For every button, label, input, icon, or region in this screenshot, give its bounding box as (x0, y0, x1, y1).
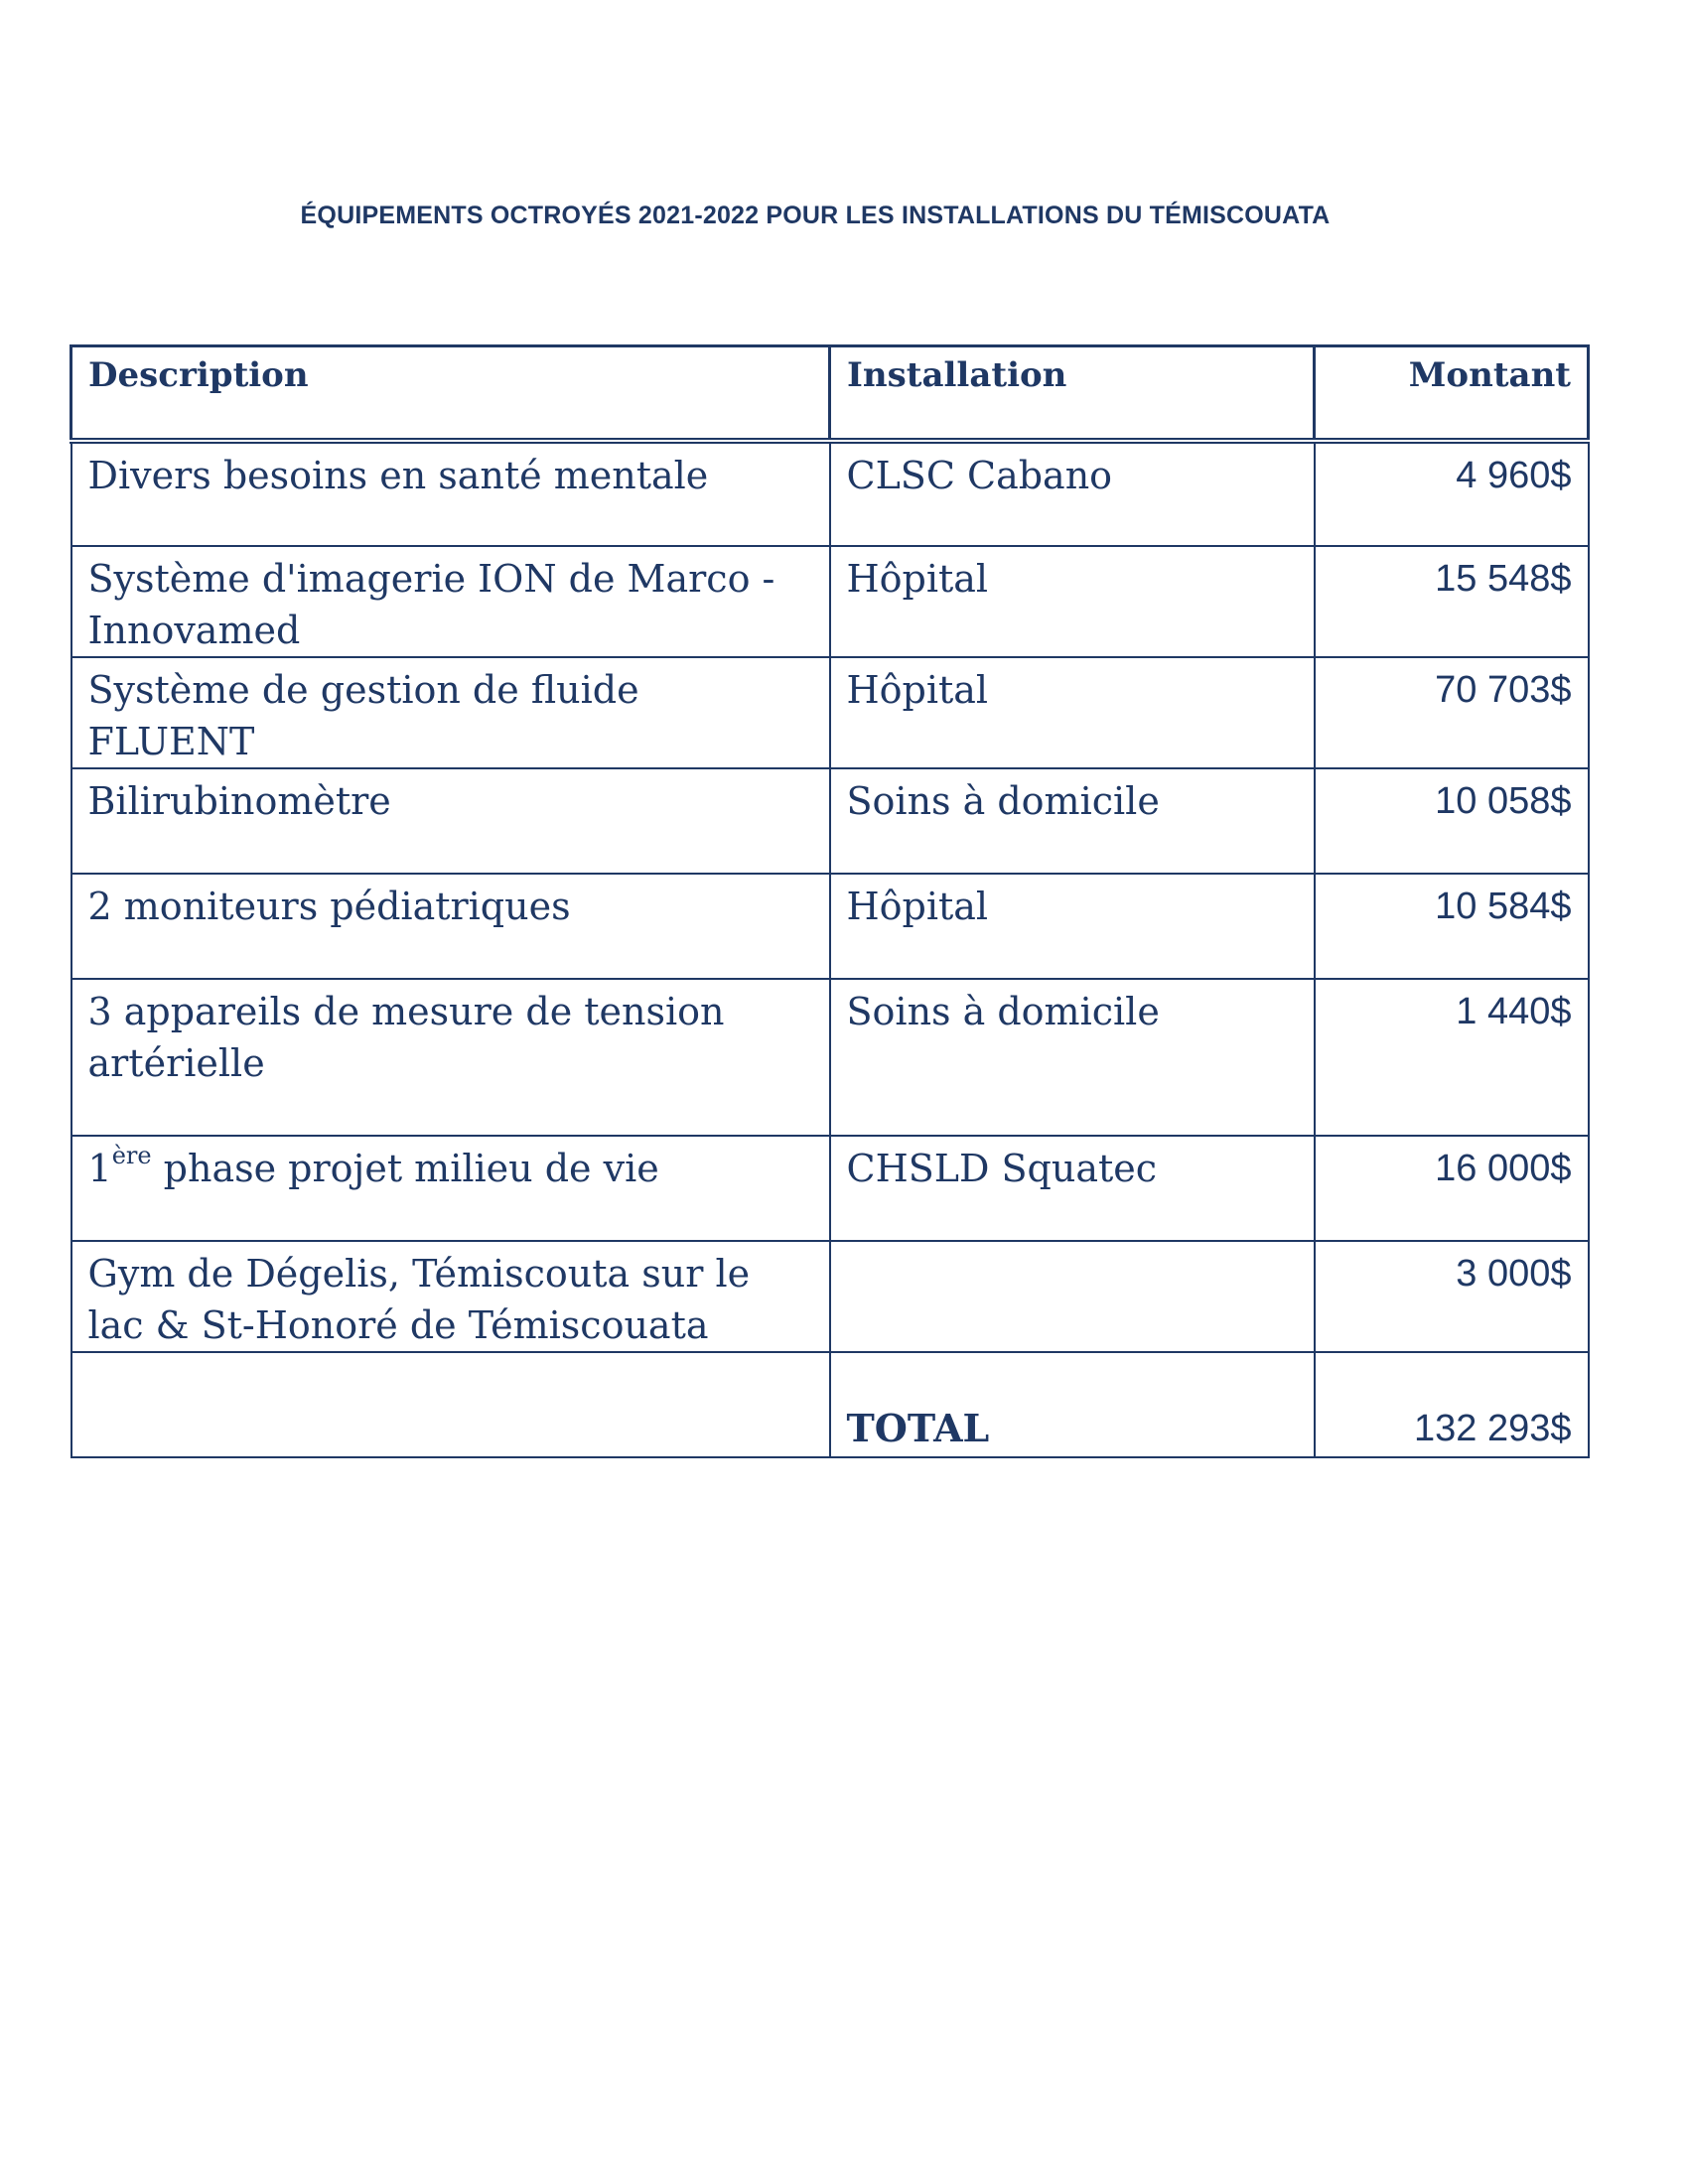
cell-amount: 10 058$ (1315, 768, 1589, 874)
cell-installation: CLSC Cabano (830, 441, 1315, 546)
cell-installation: Hôpital (830, 546, 1315, 657)
cell-description (71, 1136, 830, 1241)
cell-amount: 10 584$ (1315, 874, 1589, 979)
table-row (71, 768, 1589, 874)
cell-installation: Soins à domicile (830, 979, 1315, 1136)
table-row (71, 874, 1589, 979)
header-installation: Installation (830, 346, 1315, 441)
header-amount: Montant (1315, 346, 1589, 441)
table-row (71, 1241, 1589, 1352)
table-row (71, 441, 1589, 546)
cell-installation: Hôpital (830, 874, 1315, 979)
table-row (71, 1136, 1589, 1241)
cell-amount: 3 000$ (1315, 1241, 1589, 1352)
table-row (71, 979, 1589, 1136)
table-row (71, 546, 1589, 657)
description-suffix: phase projet milieu de vie (151, 1146, 659, 1190)
description-superscript: ère (111, 1141, 152, 1169)
total-label-cell (830, 1352, 1315, 1457)
cell-installation: CHSLD Squatec (830, 1136, 1315, 1241)
document-title: ÉQUIPEMENTS OCTROYÉS 2021-2022 POUR LES INSTALLATIONS DU TÉMISCOUATA (300, 202, 1331, 229)
cell-description: Divers besoins en santé mentale (71, 441, 830, 546)
equipment-table (70, 344, 1590, 1458)
cell-description: Système d'imagerie ION de Marco - Innovamed (71, 546, 830, 657)
cell-amount: 15 548$ (1315, 546, 1589, 657)
cell-amount: 70 703$ (1315, 657, 1589, 768)
table-row (71, 657, 1589, 768)
table-header-row (71, 346, 1589, 441)
total-row (71, 1352, 1589, 1457)
description-prefix: 1 (87, 1146, 112, 1190)
cell-installation: Soins à domicile (830, 768, 1315, 874)
cell-amount: 1 440$ (1315, 979, 1589, 1136)
cell-amount: 4 960$ (1315, 441, 1589, 546)
cell-installation: Hôpital (830, 657, 1315, 768)
cell-amount: 16 000$ (1315, 1136, 1589, 1241)
header-description: Description (71, 346, 830, 441)
total-label: TOTAL (846, 1405, 990, 1450)
cell-empty (71, 1352, 830, 1457)
cell-description: Système de gestion de fluide FLUENT (71, 657, 830, 768)
total-amount: 132 293$ (1315, 1352, 1589, 1457)
cell-description: 3 appareils de mesure de tension artérielle (71, 979, 830, 1136)
cell-description: Bilirubinomètre (71, 768, 830, 874)
cell-installation (830, 1241, 1315, 1352)
cell-description: Gym de Dégelis, Témiscouta sur le lac & St-Honoré de Témiscouata (71, 1241, 830, 1352)
cell-description: 2 moniteurs pédiatriques (71, 874, 830, 979)
